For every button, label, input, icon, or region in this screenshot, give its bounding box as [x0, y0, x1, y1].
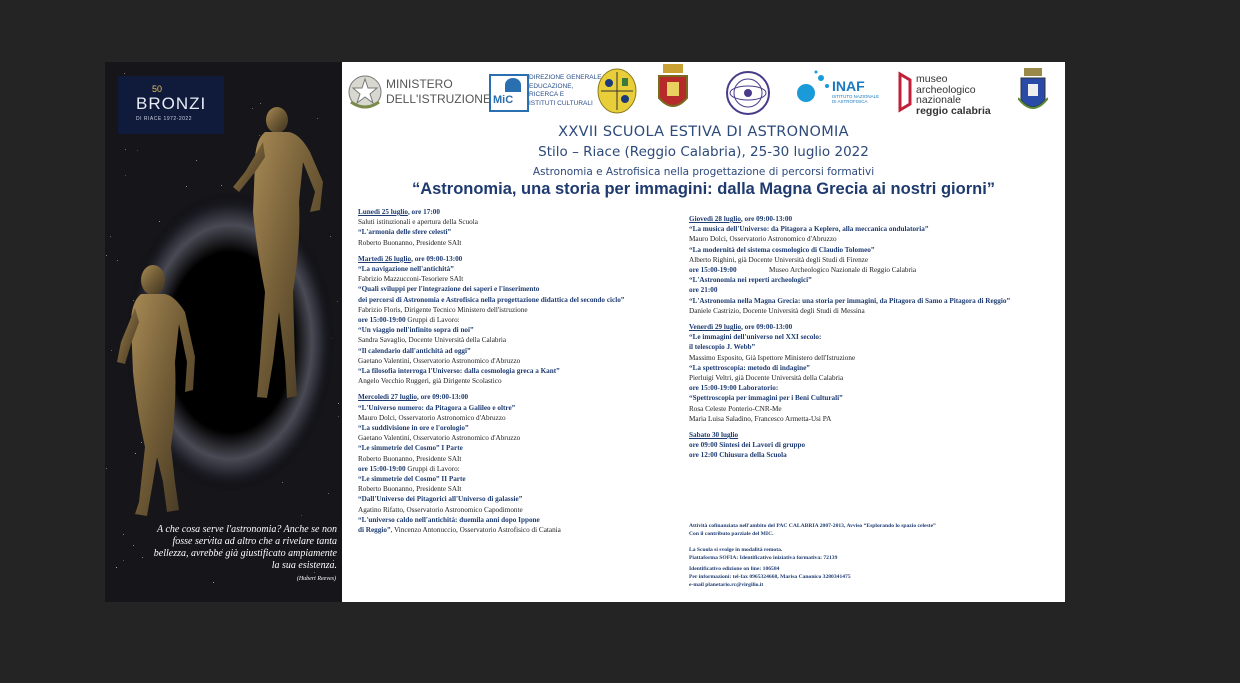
speaker: Fabrizio Mazzucconi-Tesoriere SAIt: [358, 275, 464, 284]
talk-title: “L'Astronomia nella Magna Grecia: una storia per immagini, da Pitagora di Samo a Pitagora di Reggio”: [689, 296, 1011, 305]
inaf-symbol: [794, 68, 834, 108]
speaker: Gaetano Valentini, Osservatorio Astronomico d'Abruzzo: [358, 356, 521, 365]
ministero-line-2: DELL'ISTRUZIONE: [386, 92, 491, 106]
speaker: Pierluigi Veltri, già Docente Università della Calabria: [689, 374, 844, 383]
talk-title: “L'Astronomia nei reperti archeologici”: [689, 276, 812, 285]
speaker: Roberto Buonanno, Presidente SAIt: [358, 454, 462, 463]
talk-title: dei percorsi di Astronomia e Astrofisica nella progettazione didattica del secondo ciclo”: [358, 295, 625, 304]
inaf-logo: [832, 78, 879, 104]
speaker: Fabrizio Floris, Dirigente Tecnico Ministero dell'istruzione: [358, 305, 528, 314]
mic-line-1: DIREZIONE GENERALE: [529, 74, 602, 81]
day-saturday: Sabato 30 luglio: [689, 431, 739, 440]
note-line: Piattaforma SOFIA: Identificativo iniziativa formativa: 72139: [689, 555, 838, 561]
day-friday-time: , ore 09:00-13:00: [741, 323, 793, 332]
notes-block: [689, 522, 936, 589]
museo-line-3: nazionale: [916, 94, 961, 106]
black-hole-image: [105, 62, 342, 602]
speaker: Alberto Righini, già Docente Università degli Studi di Firenze: [689, 255, 869, 264]
mic-line-3: RICERCA E: [529, 91, 565, 98]
talk-title: “Il calendario dall'antichità ad oggi”: [358, 346, 471, 355]
talk-title: “Le simmetrie del Cosmo” I Parte: [358, 444, 463, 453]
day-tuesday: Martedì 26 luglio: [358, 254, 412, 263]
mic-line-2: EDUCAZIONE,: [529, 82, 574, 90]
talk-title: “La modernità del sistema cosmologico di Claudio Tolomeo”: [689, 245, 875, 254]
speaker: Mauro Dolci, Osservatorio Astronomico d'Abruzzo: [689, 235, 837, 244]
day-monday: Lunedì 25 luglio: [358, 208, 408, 216]
day-thursday: Giovedì 28 luglio: [689, 215, 741, 223]
talk-title: “La suddivisione in ore e l'orologio”: [358, 424, 469, 433]
session-time: ore 15:00-19:00: [358, 316, 406, 325]
day-friday: Venerdì 29 luglio: [689, 323, 742, 332]
museo-line-2: archeologico: [916, 83, 976, 96]
bronzi-logo-number: 50: [152, 84, 163, 94]
speaker: Sandra Savaglio, Docente Università della Calabria: [358, 336, 507, 345]
museo-archeologico-logo: [916, 74, 991, 116]
quote-text: A che cosa serve l'astronomia? Anche se non fosse servita ad altro che a rivelare tanta bellezza, avrebbe già giustificato ampiamente la sua esistenza.: [153, 524, 337, 571]
museo-line-1: museo: [916, 73, 948, 85]
talk-title: “Le simmetrie del Cosmo” II Parte: [358, 475, 466, 484]
mic-logo-text: MiC: [493, 94, 514, 106]
note-line: La Scuola si svolge in modalità remota.: [689, 547, 783, 553]
bronzi-logo-word: BRONZI: [136, 94, 207, 113]
inaf-sub-1: ISTITUTO NAZIONALE: [832, 94, 880, 99]
talk-title: di Reggio”: [358, 526, 391, 535]
talk-title: “La spettroscopia: metodo di indagine”: [689, 363, 810, 372]
talk-title: “Quali sviluppi per l'integrazione dei saperi e l'inserimento: [358, 285, 540, 294]
session-venue: Museo Archeologico Nazionale di Reggio Calabria: [769, 266, 917, 275]
mic-direzione-text: [529, 74, 602, 108]
sait-logo: [724, 70, 772, 116]
session-label: Gruppi di Lavoro:: [405, 464, 460, 473]
session-item: ore 09:00 Sintesi dei Lavori di gruppo: [689, 441, 806, 450]
left-image-panel: [105, 62, 342, 602]
day-thursday-time: , ore 09:00-13:00: [740, 215, 793, 223]
talk-title: “L'armonia delle sfere celesti”: [358, 228, 452, 237]
talk-title: “La musica dell'Universo: da Pitagora a Keplero, alla meccanica ondulatoria”: [689, 225, 929, 234]
speaker: Mauro Dolci, Osservatorio Astronomico d'Abruzzo: [358, 413, 506, 422]
talk-title: “Dall'Universo dei Pitagorici all'Universo di galassie”: [358, 495, 523, 504]
mic-line-4: ISTITUTI CULTURALI: [529, 99, 593, 107]
italian-republic-emblem: [347, 72, 383, 112]
speaker: Massimo Esposito, Già Ispettore Ministero dell'Istruzione: [689, 353, 856, 362]
day-monday-time: , ore 17:00: [407, 208, 440, 216]
talk-title: “Le immagini dell'universo nel XXI secolo:: [689, 333, 822, 342]
talk-title: il telescopio J. Webb”: [689, 343, 756, 352]
museo-line-4: reggio calabria: [916, 104, 991, 117]
speaker: Agatino Rifatto, Osservatorio Astronomico Capodimonte: [358, 505, 523, 514]
school-tagline: Astronomia e Astrofisica nella progettazione di percorsi formativi: [532, 166, 875, 178]
speaker: Daniele Castrizio, Docente Università degli Studi di Messina: [689, 306, 865, 315]
note-line: Attività cofinanziata nell'ambito del PAC CALABRIA 2007-2013, Avviso “Esplorando lo spazio celeste”: [689, 523, 936, 529]
speaker: Roberto Buonanno, Presidente SAIt: [358, 485, 462, 494]
session-label: Gruppi di Lavoro:: [405, 316, 460, 325]
ministero-istruzione-logo: [386, 77, 491, 107]
main-title: “Astronomia, una storia per immagini: dalla Magna Grecia ai nostri giorni”: [411, 180, 996, 198]
day-wednesday: Mercoledì 27 luglio: [358, 393, 417, 402]
talk-title: “Un viaggio nell'infinito sopra di noi”: [358, 326, 474, 335]
talk-title: “Spettroscopia per immagini per i Beni Culturali”: [689, 394, 843, 403]
comune-emblem: [1018, 68, 1048, 116]
museo-mark: [898, 70, 912, 114]
quote-author: (Hubert Reeves): [296, 576, 336, 582]
session-item: ore 12:00 Chiusura della Scuola: [689, 451, 787, 460]
talk-title: “L'Universo numero: da Pitagora a Galileo e oltre”: [358, 403, 516, 412]
note-email: e-mail planetario.rc@virgilio.it: [689, 582, 764, 588]
inaf-sub-2: DI ASTROFISICA: [832, 99, 868, 104]
provincia-reggio-emblem: [655, 64, 691, 116]
inaf-text: INAF: [832, 78, 865, 94]
session-time: ore 15:00-19:00: [689, 266, 737, 275]
day-tuesday-time: , ore 09:00-13:00: [411, 254, 463, 263]
school-title: XXVII SCUOLA ESTIVA DI ASTRONOMIA: [558, 124, 849, 140]
session-time: ore 15:00-19:00: [358, 464, 406, 473]
speaker: Maria Luisa Saladino, Francesco Armetta-Usi PA: [689, 414, 832, 423]
note-line: Con il contributo parziale del MIC.: [689, 531, 774, 537]
program-left-column: [358, 207, 624, 535]
poster: [105, 62, 1065, 602]
talk-title: “La filosofia interroga l'Universo: dalla cosmologia greca a Kant”: [358, 367, 560, 376]
speaker: Roberto Buonanno, Presidente SAIt: [358, 238, 462, 247]
day-wednesday-time: , ore 09:00-13:00: [416, 393, 469, 402]
session-time: ore 21:00: [689, 286, 718, 295]
bronzi-logo-sub: DI RIACE 1972-2022: [136, 116, 192, 122]
talk-title: “L'universo caldo nell'antichità: duemila anni dopo Ipponе: [358, 515, 540, 524]
speaker: Angelo Vecchio Ruggeri, già Dirigente Scolastico: [358, 377, 502, 386]
right-content-panel: [342, 62, 1065, 602]
note-line: Per informazioni: tel-fax 0965324668, Marisa Canonico 3280341475: [689, 574, 851, 580]
regione-calabria-emblem: [597, 68, 637, 114]
speaker: Rosa Celeste Ponterio-CNR-Me: [689, 404, 782, 413]
mic-logo: [489, 74, 529, 112]
speaker: , Vincenzo Antonuccio, Osservatorio Astrofisico di Catania: [390, 526, 561, 535]
note-line: Identificativo edizione on line: 106584: [689, 566, 780, 572]
program-line: Saluti istituzionali e apertura della Scuola: [358, 218, 478, 227]
school-subtitle: Stilo – Riace (Reggio Calabria), 25-30 luglio 2022: [538, 144, 869, 160]
session-time: ore 15:00-19:00 Laboratorio:: [689, 384, 779, 393]
speaker: Gaetano Valentini, Osservatorio Astronomico d'Abruzzo: [358, 434, 521, 443]
ministero-line-1: MINISTERO: [386, 77, 453, 91]
program-right-column: [689, 214, 1010, 461]
bronzi-di-riace-logo: [118, 76, 224, 134]
talk-title: “La navigazione nell'antichità”: [358, 265, 454, 274]
